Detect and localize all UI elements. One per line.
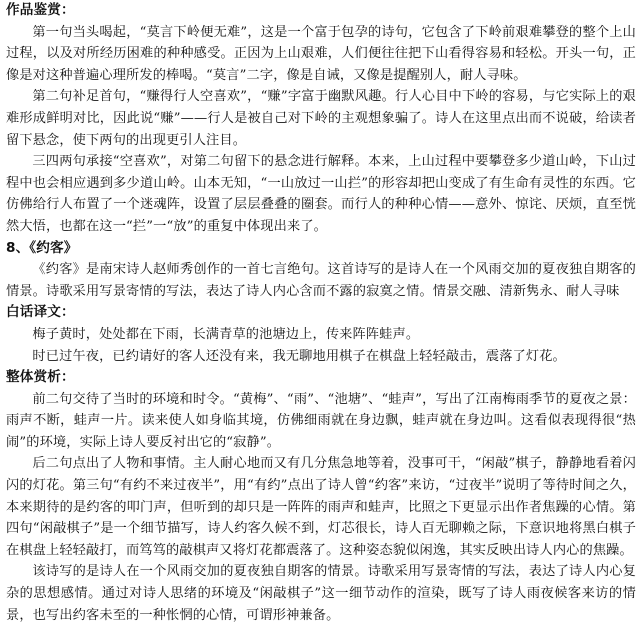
translation-line-2: 时已过午夜，已约请好的客人还没有来，我无聊地用棋子在棋盘上轻轻敲击，震落了灯花。: [32, 348, 566, 364]
overall-paragraph-3: 该诗写的是诗人在一个风雨交加的夏夜独自期客的情景。诗歌采用写景寄情的写法，表达了诗人内心复杂的思想感情。通过对诗人思绪的环境及“闲敲棋子”这一细节动作的渲染，既写了诗人雨夜候客来访的情景，也写出约客未至的一种怅惘的心情，可谓形神兼备。: [6, 564, 636, 623]
overall-heading: 整体赏析：: [6, 369, 75, 386]
overall-paragraph-1: 前二句交待了当时的环境和时令。“黄梅”、“雨”、“池塘”、“蛙声”，写出了江南梅雨季节的夏夜之景：雨声不断，蛙声一片。读来使人如身临其境，仿佛细雨就在身边飘，蛙声就在身边叫。这看似表现得很“热闹”的环境，实际上诗人要反衬出它的“寂静”。: [6, 391, 636, 450]
translation-line-1: 梅子黄时，处处都在下雨，长满青草的池塘边上，传来阵阵蛙声。: [32, 326, 420, 342]
translation-heading: 白话译文：: [6, 304, 75, 321]
yueke-section-heading: [6, 238, 636, 260]
appreciation-paragraph-3: 三四两句承接“空喜欢”，对第二句留下的悬念进行解释。本来，上山过程中要攀登多少道山岭，下山过程中也会相应遇到多少道山岭。山本无知，“一山放过一山拦”的形容却把山变成了有生命有灵性的东西。它仿佛给行人布置了一个迷魂阵，设置了层层叠叠的圈套。而行人的种种心情——意外、惊诧、厌烦，直至恍然大悟，也都在这一“拦”一“放”的重复中体现出来了。: [6, 154, 636, 234]
section-title: 《约客》: [29, 239, 78, 256]
section-number: 8、: [6, 239, 30, 256]
appreciation-heading: 作品鉴赏：: [6, 2, 75, 18]
overall-paragraph-2: 后二句点出了人物和事情。主人耐心地而又有几分焦急地等着，没事可干，“闲敲”棋子，静静地看着闪闪的灯花。第三句“有约不来过夜半”，用“有约”点出了诗人曾“约客”来访，“过夜半”说明了等待时间之久，本来期待的是约客的叩门声，但听到的却只是一阵阵的雨声和蛙声，比照之下更显示出作者焦躁的心情。第四句“闲敲棋子”是一个细节描写，诗人约客久候不到，灯芯很长，诗人百无聊赖之际，下意识地将黑白棋子在棋盘上轻轻敲打，而笃笃的敲棋声又将灯花都震落了。这种姿态貌似闲逸，其实反映出诗人内心的焦躁。: [6, 456, 636, 558]
appreciation-paragraph-1: 第一句当头喝起，“莫言下岭便无难”，这是一个富于包孕的诗句，它包含了下岭前艰难攀登的整个上山过程，以及对所经历困难的种种感受。正因为上山艰难，人们便往往把下山看得容易和轻松。开头一句，正像是对这种普遍心理所发的棒喝。“莫言”二字，像是自诫，又像是提醒别人，耐人寻味。: [6, 24, 636, 83]
yueke-intro-paragraph: 《约客》是南宋诗人赵师秀创作的一首七言绝句。这首诗写的是诗人在一个风雨交加的夏夜独自期客的情景。诗歌采用写景寄情的写法，表达了诗人内心含而不露的寂寞之情。情景交融、清新隽永、耐人寻味: [6, 262, 636, 299]
appreciation-paragraph-2: 第二句补足首句，“赚得行人空喜欢”，“赚”字富于幽默风趣。行人心目中下岭的容易，与它实际上的艰难形成鲜明对比，因此说“赚”——行人是被自己对下岭的主观想象骗了。诗人在这里点出而不说破，给读者留下悬念，使下两句的出现更引人注目。: [6, 89, 636, 148]
